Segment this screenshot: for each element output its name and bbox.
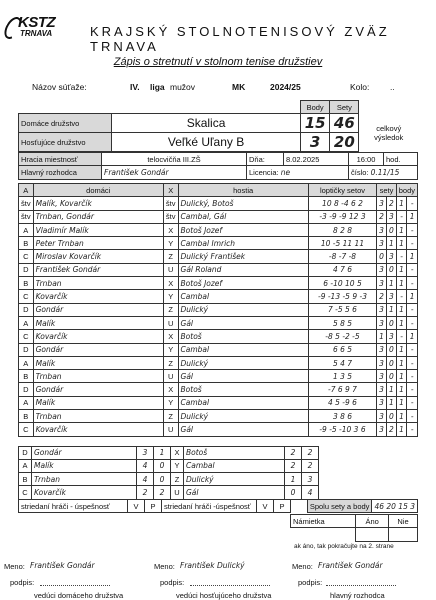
match-points-home: 1 [396, 383, 407, 396]
sety-header: Sety [330, 101, 359, 114]
match-away-pos: Z [163, 356, 178, 369]
match-sets-home: 2 [377, 210, 387, 223]
referee-name: František Gondár [102, 166, 247, 179]
match-away-player: Dulický [178, 410, 308, 423]
match-row [19, 263, 418, 276]
match-points-away: - [407, 343, 418, 356]
away-team-name: Veľké Uľany B [112, 133, 301, 152]
match-set-scores: 6 6 5 [308, 343, 376, 356]
sub-home-p: P [145, 500, 162, 513]
match-home-player: Kovarčík [33, 290, 163, 303]
match-away-player: Gál [178, 370, 308, 383]
away-leader-name: František Dulický [180, 561, 245, 570]
match-set-scores: -7 6 9 7 [308, 383, 376, 396]
col-sets: loptičky setov [308, 184, 376, 197]
total-away-pos: U [171, 486, 184, 499]
match-home-player: Kovarčík [33, 330, 163, 343]
match-sets-away: 0 [386, 370, 396, 383]
match-away-pos: štv [163, 210, 178, 223]
match-sets-away: 2 [386, 423, 396, 436]
match-away-pos: Z [163, 303, 178, 316]
cislo-label: číslo: [351, 167, 369, 177]
namietka-label: Námietka [291, 515, 356, 528]
match-away-pos: štv [163, 197, 178, 210]
match-row [19, 330, 418, 343]
ref-meno-label: Meno: [292, 562, 313, 571]
match-home-pos: A [19, 396, 34, 409]
match-set-scores: 3 8 6 [308, 410, 376, 423]
match-set-scores: 6 -10 10 5 [308, 277, 376, 290]
col-a: A [19, 184, 34, 197]
match-home-player: Trnban, Gondár [33, 210, 163, 223]
match-row [19, 356, 418, 369]
licence-label: Licencia: [249, 167, 279, 177]
total-home-lost: 2 [154, 486, 171, 499]
match-points-home: 1 [396, 223, 407, 236]
match-points-away: 1 [407, 250, 418, 263]
round-label: Kolo: [350, 82, 370, 92]
match-home-player: Malík, Kovarčík [33, 197, 163, 210]
match-home-pos: D [19, 343, 34, 356]
total-home-won: 4 [137, 473, 154, 486]
match-points-home: - [396, 330, 407, 343]
match-away-pos: U [163, 263, 178, 276]
date-value: 8.02.2025 [284, 153, 349, 166]
total-away-lost: 4 [302, 486, 319, 499]
match-row [19, 370, 418, 383]
match-sets-away: 3 [386, 330, 396, 343]
home-team-label: Domáce družstvo [19, 114, 112, 133]
objection-table [290, 514, 418, 542]
match-points-away: - [407, 396, 418, 409]
match-points-home: 1 [396, 356, 407, 369]
match-home-player: Trnban [33, 410, 163, 423]
total-away-pos: X [171, 446, 184, 459]
match-sets-home: 2 [377, 290, 387, 303]
match-sets-home: 3 [377, 423, 387, 436]
match-points-home: - [396, 250, 407, 263]
match-row [19, 290, 418, 303]
total-home-pos: B [19, 473, 32, 486]
match-home-player: Gondár [33, 303, 163, 316]
home-meno-label: Meno: [4, 562, 25, 571]
match-away-player: Gál [178, 423, 308, 436]
match-sets-home: 3 [377, 396, 387, 409]
round-value: .. [390, 82, 395, 92]
home-leader-name: František Gondár [30, 561, 95, 570]
match-away-pos: X [163, 383, 178, 396]
match-row [19, 343, 418, 356]
away-meno-label: Meno: [154, 562, 175, 571]
match-sets-away: 0 [386, 316, 396, 329]
away-team-body: 3 [301, 133, 330, 152]
match-home-player: Malík [33, 396, 163, 409]
match-home-pos: C [19, 423, 34, 436]
match-row [19, 250, 418, 263]
total-home-pos: A [19, 459, 32, 472]
match-home-player: Peter Trnban [33, 237, 163, 250]
logo-main: KSTZ [18, 14, 56, 31]
player-total-row [19, 486, 418, 499]
match-points-away: - [407, 410, 418, 423]
total-home-pos: C [19, 486, 32, 499]
match-points-away: 1 [407, 290, 418, 303]
match-sets-home: 3 [377, 303, 387, 316]
match-away-player: Gál [178, 316, 308, 329]
header [0, 0, 436, 56]
competition-liga: liga [150, 82, 165, 92]
match-points-away: - [407, 223, 418, 236]
match-away-player: Cambal [178, 290, 308, 303]
match-home-pos: C [19, 290, 34, 303]
competition-label: Názov súťaže: [32, 82, 87, 92]
match-away-pos: U [163, 316, 178, 329]
match-home-pos: B [19, 410, 34, 423]
match-away-player: Cambal [178, 343, 308, 356]
total-home-won: 2 [137, 486, 154, 499]
match-points-away: - [407, 316, 418, 329]
org-title: KRAJSKÝ STOLNOTENISOVÝ ZVÄZ TRNAVA [90, 24, 390, 54]
away-team-sety: 20 [330, 133, 359, 152]
match-row [19, 197, 418, 210]
match-points-home: 1 [396, 423, 407, 436]
match-away-pos: Y [163, 290, 178, 303]
match-set-scores: -9 -5 -10 3 6 [308, 423, 376, 436]
match-home-pos: D [19, 383, 34, 396]
competition-season: 2024/25 [270, 82, 301, 92]
home-team-body: 15 [301, 114, 330, 133]
match-row [19, 277, 418, 290]
time-value: 16:00 [349, 153, 384, 166]
match-away-player: Botoš [178, 383, 308, 396]
match-sets-away: 1 [386, 383, 396, 396]
match-away-player: Botoš [178, 330, 308, 343]
match-home-player: Gondár [33, 343, 163, 356]
match-home-player: František Gondár [33, 263, 163, 276]
total-home-lost: 0 [154, 473, 171, 486]
match-sets-home: 3 [377, 277, 387, 290]
home-team-sety: 46 [330, 114, 359, 133]
match-sets-home: 3 [377, 263, 387, 276]
match-home-player: Trnban [33, 370, 163, 383]
match-points-home: 1 [396, 316, 407, 329]
match-set-scores: 1 3 5 [308, 370, 376, 383]
licence-cell [247, 166, 349, 179]
col-hostia: hostia [178, 184, 308, 197]
match-points-away: - [407, 263, 418, 276]
matches-table [18, 183, 418, 437]
match-points-home: 1 [396, 277, 407, 290]
match-away-player: Dulický František [178, 250, 308, 263]
match-away-pos: Z [163, 410, 178, 423]
ref-name: František Gondár [318, 561, 383, 570]
total-away-lost: 2 [302, 459, 319, 472]
match-sets-away: 1 [386, 237, 396, 250]
home-leader-caption: vedúci domáceho družstva [34, 591, 124, 600]
match-home-player: Kovarčík [33, 423, 163, 436]
match-away-pos: Y [163, 343, 178, 356]
match-set-scores: 10 -5 11 11 [308, 237, 376, 250]
match-set-scores: -3 -9 -9 12 3 [308, 210, 376, 223]
total-away-won: 2 [285, 446, 302, 459]
cislo-value: 0.11/15 [370, 167, 400, 177]
match-set-scores: 8 2 8 [308, 223, 376, 236]
ref-podpis-label: podpis: [298, 578, 323, 587]
referee-label: Hlavný rozhodca [19, 166, 102, 179]
sub-home-label: striedaní hráči - úspešnosť [19, 500, 128, 513]
competition-category: mužov [170, 82, 196, 92]
match-away-player: Cambal, Gál [178, 210, 308, 223]
match-sets-home: 3 [377, 316, 387, 329]
home-team-name: Skalica [112, 114, 301, 133]
match-sets-away: 0 [386, 223, 396, 236]
competition-code: MK [232, 82, 246, 92]
form-subtitle: Zápis o stretnutí v stolnom tenise družstiev [113, 56, 323, 68]
match-home-pos: D [19, 263, 34, 276]
match-away-pos: Y [163, 396, 178, 409]
time-unit: hod. [384, 153, 418, 166]
match-sets-away: 0 [386, 356, 396, 369]
total-away-player: Botoš [184, 446, 285, 459]
match-sets-away: 1 [386, 277, 396, 290]
match-points-home: 1 [396, 343, 407, 356]
match-home-pos: štv [19, 197, 34, 210]
match-sets-away: 1 [386, 303, 396, 316]
match-sets-away: 0 [386, 343, 396, 356]
sub-away-v: V [257, 500, 274, 513]
total-away-won: 2 [285, 459, 302, 472]
match-sets-home: 3 [377, 410, 387, 423]
match-sets-away: 3 [386, 250, 396, 263]
total-home-won: 4 [137, 459, 154, 472]
venue-label: Hracia miestnosť [19, 153, 102, 166]
match-home-player: Malík [33, 356, 163, 369]
match-home-pos: B [19, 370, 34, 383]
col-sety: sety [377, 184, 397, 197]
cislo-cell [349, 166, 418, 179]
match-home-pos: A [19, 223, 34, 236]
match-home-pos: B [19, 277, 34, 290]
ano-label: Áno [356, 515, 389, 528]
match-row [19, 410, 418, 423]
date-label: Dňa: [247, 153, 284, 166]
total-away-pos: Y [171, 459, 184, 472]
match-row [19, 423, 418, 436]
total-home-player: Gondár [32, 446, 137, 459]
sub-away-p: P [274, 500, 291, 513]
match-points-home: - [396, 210, 407, 223]
spolu-label: Spolu sety a body [307, 500, 372, 513]
match-points-away: - [407, 303, 418, 316]
sub-away-label: striedaní hráči -úspešnosť [162, 500, 257, 513]
match-away-pos: X [163, 223, 178, 236]
match-points-home: - [396, 290, 407, 303]
total-away-won: 1 [285, 473, 302, 486]
match-sets-home: 3 [377, 237, 387, 250]
match-points-home: 1 [396, 370, 407, 383]
total-away-won: 0 [285, 486, 302, 499]
col-domaci: domáci [33, 184, 163, 197]
kstz-logo [10, 14, 76, 44]
player-total-row [19, 473, 418, 486]
match-home-player: Vladimír Malík [33, 223, 163, 236]
match-away-pos: X [163, 277, 178, 290]
match-points-away: 1 [407, 330, 418, 343]
match-sets-away: 0 [386, 263, 396, 276]
col-x: X [163, 184, 178, 197]
match-row [19, 396, 418, 409]
away-leader-caption: vedúci hosťujúceho družstva [176, 591, 272, 600]
total-home-pos: D [19, 446, 32, 459]
match-home-pos: B [19, 237, 34, 250]
match-away-player: Dulický, Botoš [178, 197, 308, 210]
total-home-won: 3 [137, 446, 154, 459]
match-row [19, 303, 418, 316]
match-row [19, 223, 418, 236]
match-away-pos: X [163, 330, 178, 343]
match-away-pos: Z [163, 250, 178, 263]
match-away-pos: Y [163, 237, 178, 250]
total-away-lost: 2 [302, 446, 319, 459]
total-away-player: Cambal [184, 459, 285, 472]
total-home-player: Malík [32, 459, 137, 472]
match-points-home: 1 [396, 263, 407, 276]
total-home-lost: 0 [154, 459, 171, 472]
total-home-lost: 1 [154, 446, 171, 459]
match-sets-home: 3 [377, 197, 387, 210]
logo-sub: TRNAVA [20, 29, 53, 38]
match-home-pos: C [19, 250, 34, 263]
match-row [19, 210, 418, 223]
match-sets-home: 3 [377, 356, 387, 369]
match-sets-home: 0 [377, 250, 387, 263]
match-sets-away: 1 [386, 396, 396, 409]
match-away-player: Dulický [178, 303, 308, 316]
away-podpis-label: podpis: [160, 578, 185, 587]
competition-level: IV. [130, 82, 140, 92]
match-sets-away: 0 [386, 410, 396, 423]
ref-caption: hlavný rozhodca [330, 591, 385, 600]
match-away-pos: U [163, 423, 178, 436]
match-points-away: - [407, 237, 418, 250]
match-points-away: - [407, 197, 418, 210]
match-points-away: - [407, 356, 418, 369]
teams-table [18, 100, 418, 152]
match-away-player: Botoš Jozef [178, 223, 308, 236]
match-set-scores: 4 5 -9 6 [308, 396, 376, 409]
match-away-player: Dulický [178, 356, 308, 369]
totals-table [18, 446, 418, 500]
match-set-scores: 4 7 6 [308, 263, 376, 276]
player-total-row [19, 459, 418, 472]
match-sets-home: 1 [377, 330, 387, 343]
match-home-player: Miroslav Kovarčík [33, 250, 163, 263]
player-total-row [19, 446, 418, 459]
match-set-scores: -9 -13 -5 9 -3 [308, 290, 376, 303]
total-home-player: Trnban [32, 473, 137, 486]
total-away-lost: 3 [302, 473, 319, 486]
match-points-away: - [407, 423, 418, 436]
match-away-player: Cambal Imrich [178, 237, 308, 250]
match-sets-home: 3 [377, 223, 387, 236]
match-set-scores: -8 5 -2 -5 [308, 330, 376, 343]
match-points-home: 1 [396, 237, 407, 250]
match-home-player: Gondár [33, 383, 163, 396]
away-team-label: Hosťujúce družstvo [19, 133, 112, 152]
match-sets-home: 3 [377, 343, 387, 356]
result-label: celkový výsledok [374, 123, 404, 142]
match-sets-away: 3 [386, 290, 396, 303]
match-points-home: 1 [396, 410, 407, 423]
match-home-pos: C [19, 330, 34, 343]
venue-value: telocvičňa III.ZŠ [102, 153, 247, 166]
spolu-value: 46 20 15 3 [372, 500, 418, 513]
match-points-home: 1 [396, 197, 407, 210]
match-home-player: Trnban [33, 277, 163, 290]
match-set-scores: 5 4 7 [308, 356, 376, 369]
match-row [19, 237, 418, 250]
match-points-away: - [407, 277, 418, 290]
home-podpis-label: podpis: [10, 578, 35, 587]
match-set-scores: 5 8 5 [308, 316, 376, 329]
total-home-player: Kovarčík [32, 486, 137, 499]
nie-label: Nie [389, 515, 418, 528]
body-header: Body [301, 101, 330, 114]
objection-note: ak áno, tak pokračujte na 2. strane [294, 543, 394, 550]
match-row [19, 383, 418, 396]
match-points-away: - [407, 370, 418, 383]
match-away-pos: U [163, 370, 178, 383]
licence-value: ne [280, 167, 291, 177]
match-sets-away: 2 [386, 197, 396, 210]
match-home-pos: A [19, 356, 34, 369]
match-home-pos: A [19, 316, 34, 329]
match-row [19, 316, 418, 329]
total-away-player: Gál [184, 486, 285, 499]
venue-table [18, 152, 418, 180]
match-set-scores: 7 -5 5 6 [308, 303, 376, 316]
match-home-pos: štv [19, 210, 34, 223]
match-away-player: Cambal [178, 396, 308, 409]
match-home-player: Malík [33, 316, 163, 329]
match-sets-away: 3 [386, 210, 396, 223]
match-away-player: Botoš Jozef [178, 277, 308, 290]
match-away-player: Gál Roland [178, 263, 308, 276]
match-set-scores: 10 8 -4 6 2 [308, 197, 376, 210]
match-points-away: 1 [407, 210, 418, 223]
sub-home-v: V [128, 500, 145, 513]
match-points-home: 1 [396, 303, 407, 316]
total-away-pos: Z [171, 473, 184, 486]
match-sets-home: 3 [377, 383, 387, 396]
match-set-scores: -8 -7 -8 [308, 250, 376, 263]
subs-table [18, 499, 418, 513]
col-body: body [396, 184, 417, 197]
match-home-pos: D [19, 303, 34, 316]
match-points-home: 1 [396, 396, 407, 409]
total-away-player: Dulický [184, 473, 285, 486]
match-sets-home: 3 [377, 370, 387, 383]
match-points-away: - [407, 383, 418, 396]
